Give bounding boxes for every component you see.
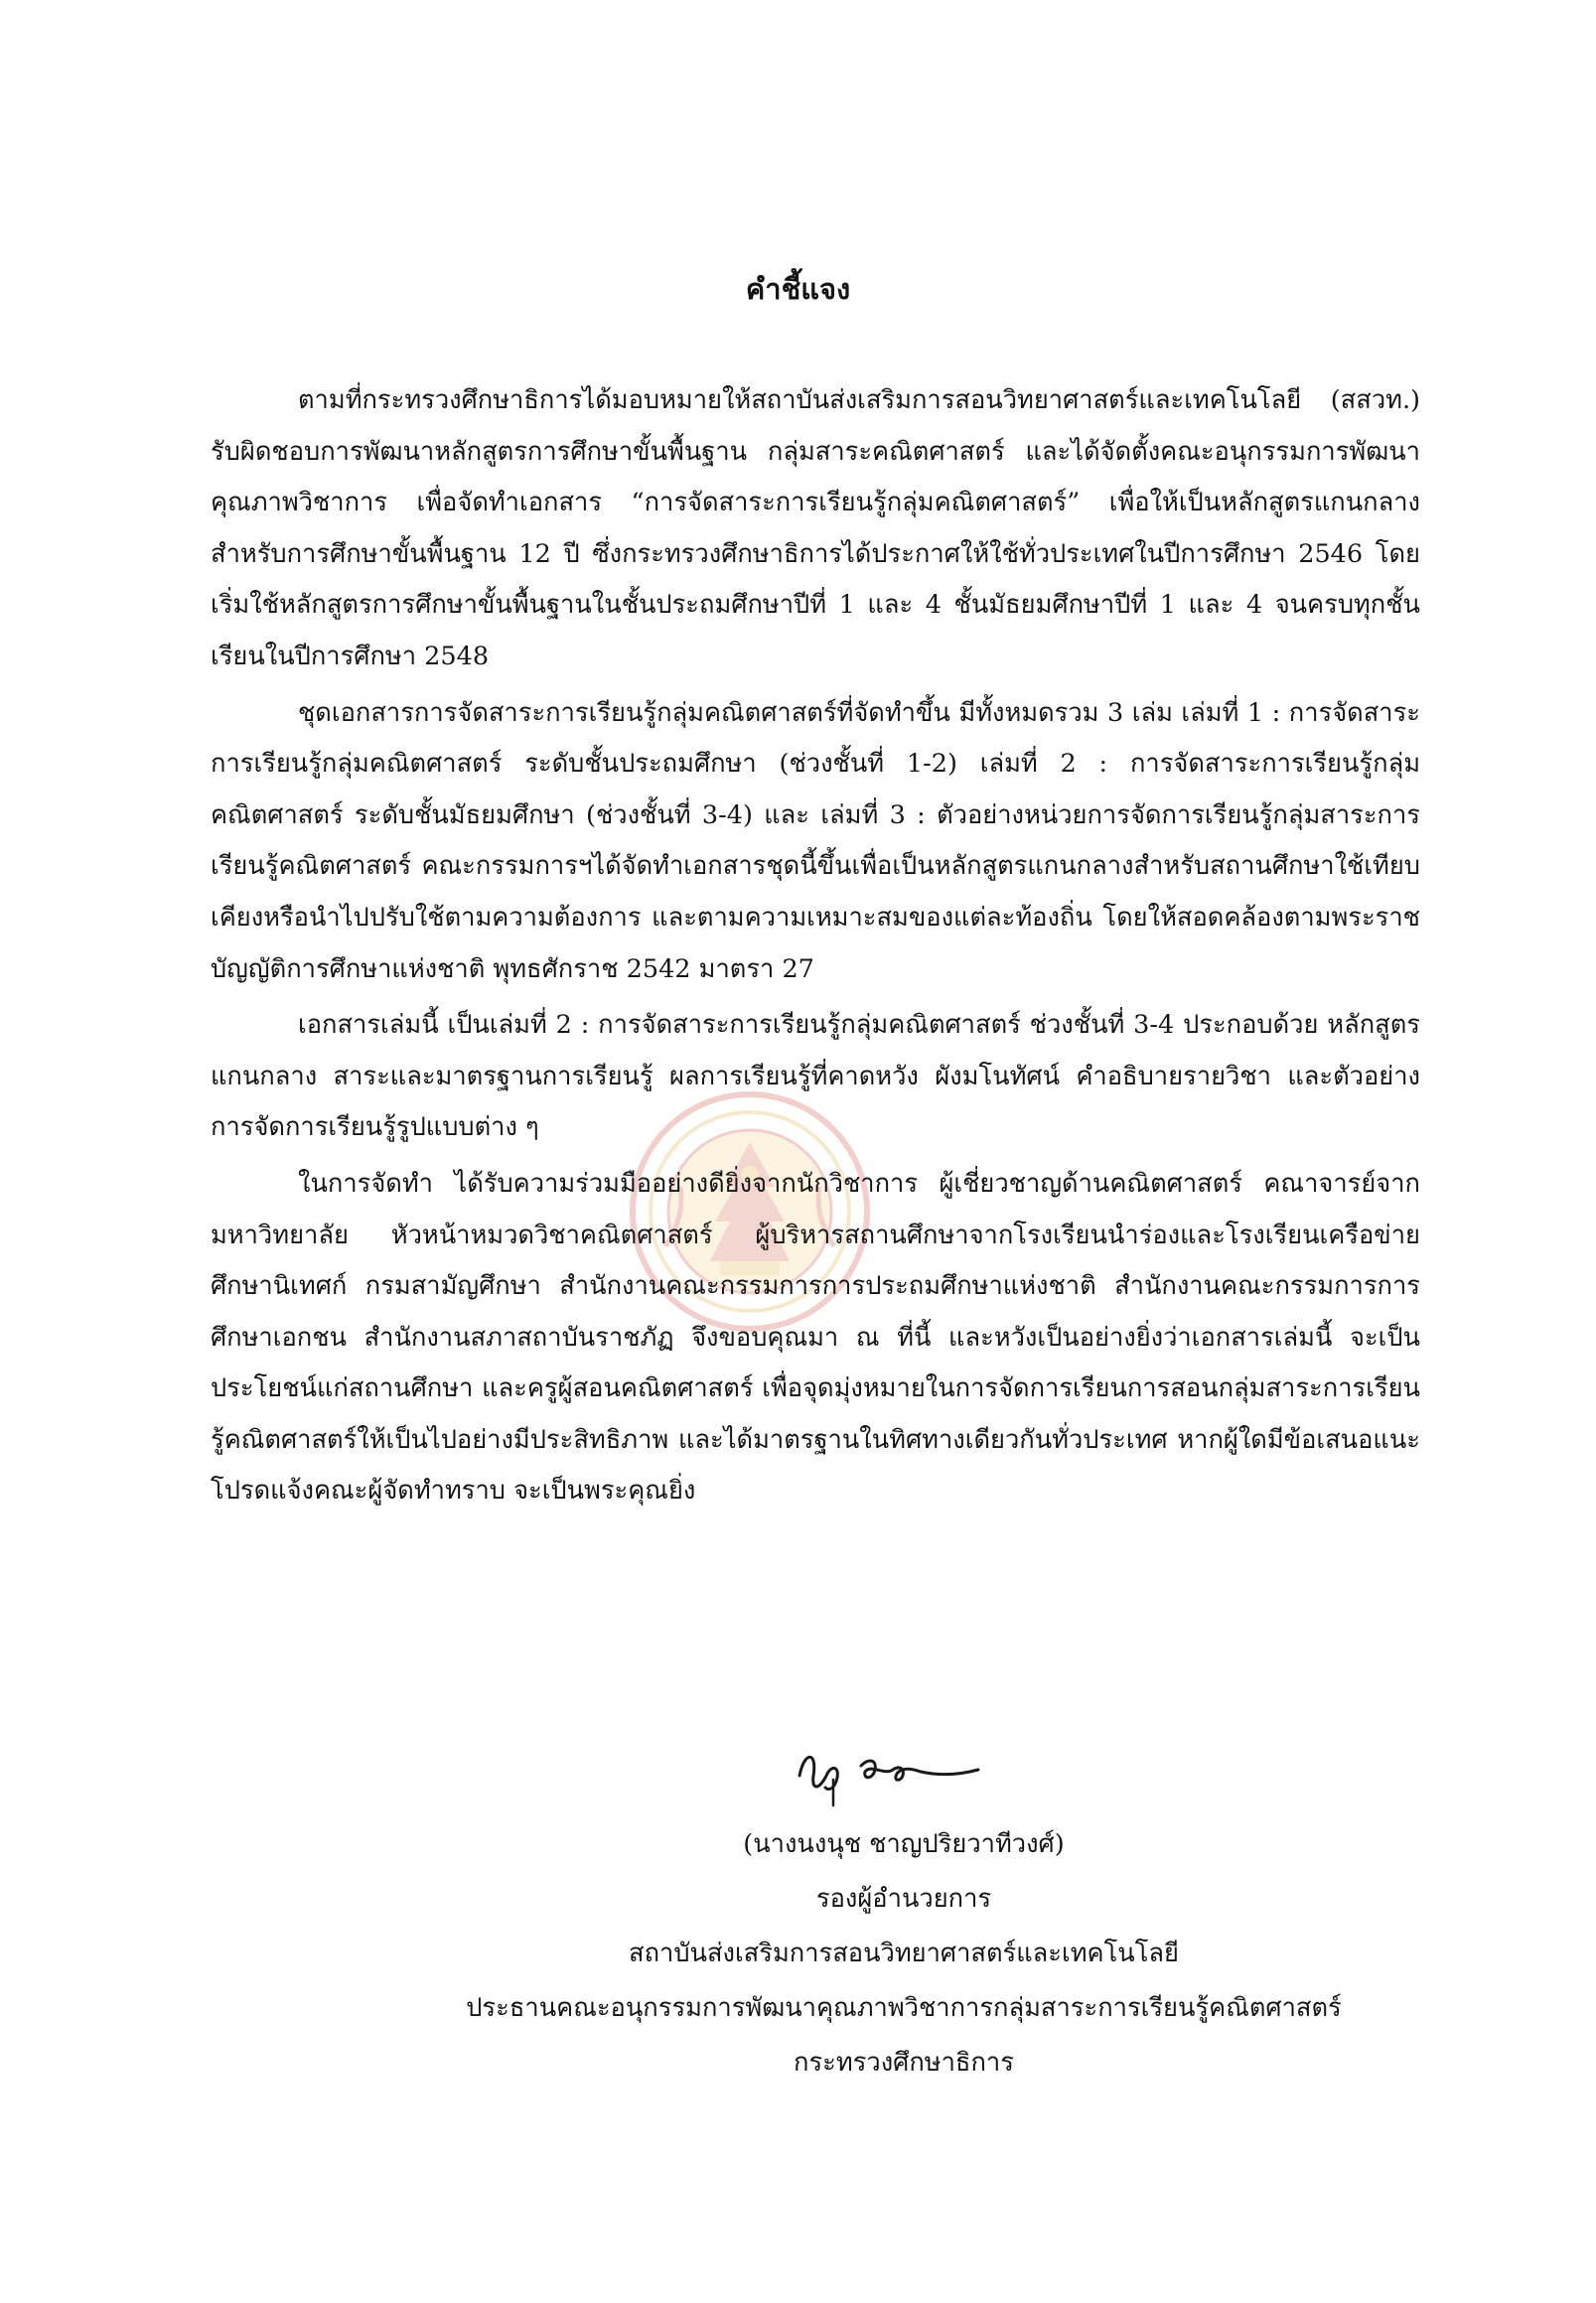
paragraph-document-set: ชุดเอกสารการจัดสาระการเรียนรู้กลุ่มคณิตศาสตร์ที่จัดทำขึ้น มีทั้งหมดรวม 3 เล่ม เล่มที่ 1 : การจัดสาระการเรียนรู้กลุ่มคณิตศาสตร์ ระดับชั้นประถมศึกษา (ช่วงชั้นที่ 1-2) เล่มที่ 2 : การจัดสาระการเรียนรู้กลุ่มคณิตศาสตร์ ระดับชั้นมัธยมศึกษา (ช่วงชั้นที่ 3-4) และ เล่มที่ 3 : ตัวอย่างหน่วยการจัดการเรียนรู้กลุ่มสาระการเรียนรู้คณิตศาสตร์ คณะกรรมการฯได้จัดทำเอกสารชุดนี้ขึ้นเพื่อเป็นหลักสูตรแกนกลางสำหรับสถานศึกษาใช้เทียบเคียงหรือนำไปปรับใช้ตามความต้องการ และตามความเหมาะสมของแต่ละท้องถิ่น โดยให้สอดคล้องตามพระราชบัญญัติการศึกษาแห่งชาติ พุทธศักราช 2542 มาตรา 27 xyxy=(211,697,1420,984)
paragraph-acknowledgement: ในการจัดทำ ได้รับความร่วมมืออย่างดียิ่งจากนักวิชาการ ผู้เชี่ยวชาญด้านคณิตศาสตร์ คณาจารย์จากมหาวิทยาลัย หัวหน้าหมวดวิชาคณิตศาสตร์ ผู้บริหารสถานศึกษาจากโรงเรียนนำร่องและโรงเรียนเครือข่าย ศึกษานิเทศก์ กรมสามัญศึกษา สำนักงานคณะกรรมการการประถมศึกษาแห่งชาติ สำนักงานคณะกรรมการการศึกษาเอกชน สำนักงานสภาสถาบันราชภัฏ จึงขอบคุณมา ณ ที่นี้ และหวังเป็นอย่างยิ่งว่าเอกสารเล่มนี้ จะเป็นประโยชน์แก่สถานศึกษา และครูผู้สอนคณิตศาสตร์ เพื่อจุดมุ่งหมายในการจัดการเรียนการสอนกลุ่มสาระการเรียนรู้คณิตศาสตร์ให้เป็นไปอย่างมีประสิทธิภาพ และได้มาตรฐานในทิศทางเดียวกันทั่วประเทศ หากผู้ใดมีข้อเสนอแนะ โปรดแจ้งคณะผู้จัดทำทราบ จะเป็นพระคุณยิ่ง xyxy=(211,1168,1420,1507)
handwritten-signature-icon xyxy=(790,1736,988,1815)
signatory-position: รองผู้อำนวยการ xyxy=(815,1884,992,1914)
body-text xyxy=(211,375,1420,1522)
signatory-name: (นางนงนุช ชาญปริยวาทีวงศ์) xyxy=(743,1829,1065,1859)
signature-block xyxy=(358,1817,1450,2090)
paragraph-volume-contents: เอกสารเล่มนี้ เป็นเล่มที่ 2 : การจัดสาระการเรียนรู้กลุ่มคณิตศาสตร์ ช่วงชั้นที่ 3-4 ประกอบด้วย หลักสูตรแกนกลาง สาระและมาตรฐานการเรียนรู้ ผลการเรียนรู้ที่คาดหวัง ผังมโนทัศน์ คำอธิบายรายวิชา และตัวอย่างการจัดการเรียนรู้รูปแบบต่าง ๆ xyxy=(211,1010,1420,1143)
page-title: คำชี้แจง xyxy=(745,272,851,306)
paragraph-intro: ตามที่กระทรวงศึกษาธิการได้มอบหมายให้สถาบันส่งเสริมการสอนวิทยาศาสตร์และเทคโนโลยี (สสวท.) รับผิดชอบการพัฒนาหลักสูตรการศึกษาขั้นพื้นฐาน กลุ่มสาระคณิตศาสตร์ และได้จัดตั้งคณะอนุกรรมการพัฒนาคุณภาพวิชาการ เพื่อจัดทำเอกสาร “การจัดสาระการเรียนรู้กลุ่มคณิตศาสตร์” เพื่อให้เป็นหลักสูตรแกนกลางสำหรับการศึกษาขั้นพื้นฐาน 12 ปี ซึ่งกระทรวงศึกษาธิการได้ประกาศให้ใช้ทั่วประเทศในปีการศึกษา 2546 โดยเริ่มใช้หลักสูตรการศึกษาขั้นพื้นฐานในชั้นประถมศึกษาปีที่ 1 และ 4 ชั้นมัธยมศึกษาปีที่ 1 และ 4 จนครบทุกชั้นเรียนในปีการศึกษา 2548 xyxy=(211,385,1420,671)
signatory-role: ประธานคณะอนุกรรมการพัฒนาคุณภาพวิชาการกลุ่มสาระการเรียนรู้คณิตศาสตร์ xyxy=(466,1993,1342,2023)
signatory-ministry: กระทรวงศึกษาธิการ xyxy=(794,2048,1014,2078)
signatory-organization: สถาบันส่งเสริมการสอนวิทยาศาสตร์และเทคโนโลยี xyxy=(629,1939,1179,1968)
